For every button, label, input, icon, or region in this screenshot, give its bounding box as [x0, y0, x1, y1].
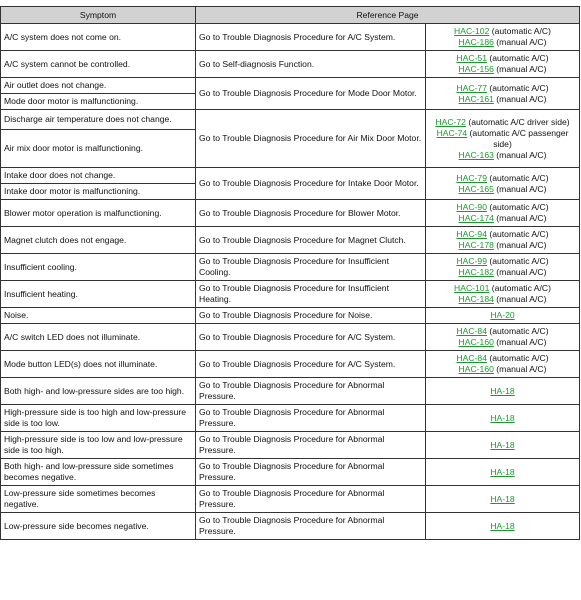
symptom-cell: Air mix door motor is malfunctioning.: [1, 130, 196, 168]
reference-entry: [429, 150, 576, 161]
reference-link[interactable]: HAC-165: [458, 183, 494, 194]
reference-note: (manual A/C): [496, 294, 547, 304]
table-row: [1, 200, 580, 227]
reference-entry: [429, 386, 576, 397]
table-row: [1, 432, 580, 459]
reference-links-cell: [426, 110, 580, 168]
reference-entry: [429, 521, 576, 532]
reference-link[interactable]: HAC-160: [458, 364, 494, 374]
procedure-cell: Go to Trouble Diagnosis Procedure for A/C System.: [196, 324, 426, 351]
reference-link[interactable]: HA-20: [490, 310, 515, 320]
reference-link[interactable]: HA-18: [490, 493, 515, 504]
reference-link[interactable]: HAC-84: [456, 353, 487, 363]
reference-entry: [429, 202, 576, 213]
procedure-cell: Go to Trouble Diagnosis Procedure for Insufficient Cooling.: [196, 254, 426, 281]
symptom-cell: A/C switch LED does not illuminate.: [1, 324, 196, 351]
reference-entry: [429, 53, 576, 64]
reference-entry: [429, 173, 576, 184]
reference-entry: [429, 213, 576, 224]
reference-entry: [429, 494, 576, 505]
table-row: [1, 459, 580, 486]
reference-entry: [429, 326, 576, 337]
reference-links-cell: [426, 168, 580, 200]
reference-entry: [429, 83, 576, 94]
reference-entry: [429, 128, 576, 150]
symptom-cell: Mode button LED(s) does not illuminate.: [1, 351, 196, 378]
reference-note: (automatic A/C driver side): [468, 116, 570, 127]
symptom-cell: Low-pressure side sometimes becomes negative.: [1, 486, 196, 513]
table-row: [1, 405, 580, 432]
reference-note: (automatic A/C): [489, 256, 549, 266]
reference-entry: [429, 240, 576, 251]
reference-note: (manual A/C): [496, 149, 547, 160]
reference-entry: [429, 37, 576, 48]
reference-note: (automatic A/C): [491, 283, 551, 293]
reference-link[interactable]: HA-18: [490, 385, 515, 396]
table-row: [1, 324, 580, 351]
reference-link[interactable]: HAC-84: [456, 326, 487, 336]
procedure-cell: Go to Self-diagnosis Function.: [196, 51, 426, 78]
reference-link[interactable]: HAC-184: [458, 294, 494, 304]
reference-link[interactable]: HA-18: [490, 466, 515, 477]
symptom-cell: Insufficient cooling.: [1, 254, 196, 281]
reference-link[interactable]: HAC-174: [458, 213, 494, 223]
symptom-cell: Both high- and low-pressure sides are too high.: [1, 378, 196, 405]
reference-link[interactable]: HAC-77: [456, 82, 487, 93]
table-row: [1, 486, 580, 513]
reference-note: (automatic A/C): [489, 353, 549, 363]
reference-entry: [429, 267, 576, 278]
symptom-cell: Magnet clutch does not engage.: [1, 227, 196, 254]
table-row: [1, 227, 580, 254]
procedure-cell: Go to Trouble Diagnosis Procedure for Abnormal Pressure.: [196, 486, 426, 513]
reference-link[interactable]: HAC-102: [454, 26, 490, 36]
table-header-row: [1, 7, 580, 24]
table-row: [1, 24, 580, 51]
procedure-cell: Go to Trouble Diagnosis Procedure for A/C System.: [196, 351, 426, 378]
reference-entry: [429, 26, 576, 37]
table-row: [1, 168, 580, 184]
reference-links-cell: [426, 200, 580, 227]
procedure-cell: Go to Trouble Diagnosis Procedure for Insufficient Heating.: [196, 281, 426, 308]
procedure-cell: Go to Trouble Diagnosis Procedure for Abnormal Pressure.: [196, 459, 426, 486]
reference-link[interactable]: HA-18: [490, 412, 515, 423]
header-reference-page: Reference Page: [196, 7, 580, 24]
symptom-cell: Intake door motor is malfunctioning.: [1, 184, 196, 200]
reference-note: (manual A/C): [496, 93, 547, 104]
table-row: [1, 378, 580, 405]
reference-links-cell: [426, 351, 580, 378]
reference-link[interactable]: HAC-160: [458, 337, 494, 347]
reference-entry: [429, 117, 576, 128]
header-symptom: Symptom: [1, 7, 196, 24]
symptom-cell: Noise.: [1, 308, 196, 324]
table-row: [1, 254, 580, 281]
reference-link[interactable]: HAC-72: [435, 116, 466, 127]
reference-note: (automatic A/C): [489, 229, 549, 239]
reference-entry: [429, 364, 576, 375]
procedure-cell: Go to Trouble Diagnosis Procedure for Air Mix Door Motor.: [196, 110, 426, 168]
reference-note: (automatic A/C): [489, 53, 549, 63]
reference-links-cell: [426, 254, 580, 281]
reference-links-cell: [426, 432, 580, 459]
reference-note: (automatic A/C): [489, 172, 549, 183]
procedure-cell: Go to Trouble Diagnosis Procedure for Mode Door Motor.: [196, 78, 426, 110]
symptom-cell: Intake door does not change.: [1, 168, 196, 184]
symptom-cell: A/C system does not come on.: [1, 24, 196, 51]
symptom-cell: Blower motor operation is malfunctioning.: [1, 200, 196, 227]
table-row: [1, 281, 580, 308]
table-row: [1, 308, 580, 324]
reference-link[interactable]: HAC-182: [458, 267, 494, 277]
reference-links-cell: [426, 281, 580, 308]
reference-link[interactable]: HAC-99: [456, 256, 487, 266]
reference-note: (automatic A/C): [489, 202, 549, 212]
symptom-cell: Mode door motor is malfunctioning.: [1, 94, 196, 110]
reference-note: (automatic A/C): [489, 82, 549, 93]
procedure-cell: Go to Trouble Diagnosis Procedure for Abnormal Pressure.: [196, 513, 426, 540]
reference-links-cell: [426, 459, 580, 486]
reference-entry: [429, 413, 576, 424]
reference-note: (automatic A/C): [491, 26, 551, 36]
reference-note: (manual A/C): [496, 240, 547, 250]
reference-links-cell: [426, 513, 580, 540]
reference-links-cell: [426, 78, 580, 110]
reference-note: (manual A/C): [496, 267, 547, 277]
reference-link[interactable]: HAC-186: [458, 37, 494, 47]
reference-link[interactable]: HAC-51: [456, 53, 487, 63]
reference-links-cell: [426, 378, 580, 405]
procedure-cell: Go to Trouble Diagnosis Procedure for Abnormal Pressure.: [196, 432, 426, 459]
symptom-cell: High-pressure side is too high and low-pressure side is too low.: [1, 405, 196, 432]
reference-links-cell: [426, 24, 580, 51]
reference-entry: [429, 353, 576, 364]
table-row: [1, 51, 580, 78]
procedure-cell: Go to Trouble Diagnosis Procedure for Abnormal Pressure.: [196, 405, 426, 432]
reference-links-cell: [426, 324, 580, 351]
reference-link[interactable]: HA-18: [490, 439, 515, 450]
reference-entry: [429, 310, 576, 321]
symptom-cell: Discharge air temperature does not change.: [1, 110, 196, 130]
reference-links-cell: [426, 227, 580, 254]
reference-entry: [429, 337, 576, 348]
procedure-cell: Go to Trouble Diagnosis Procedure for A/C System.: [196, 24, 426, 51]
symptom-cell: Both high- and low-pressure side sometimes becomes negative.: [1, 459, 196, 486]
table-row: [1, 351, 580, 378]
procedure-cell: Go to Trouble Diagnosis Procedure for Blower Motor.: [196, 200, 426, 227]
reference-link[interactable]: HAC-161: [458, 93, 494, 104]
reference-entry: [429, 440, 576, 451]
reference-note: (manual A/C): [496, 64, 547, 74]
reference-entry: [429, 94, 576, 105]
reference-link[interactable]: HAC-94: [456, 229, 487, 239]
symptom-cell: Air outlet does not change.: [1, 78, 196, 94]
symptom-cell: High-pressure side is too low and low-pressure side is too high.: [1, 432, 196, 459]
reference-links-cell: [426, 486, 580, 513]
reference-link[interactable]: HAC-101: [454, 283, 490, 293]
reference-note: (manual A/C): [496, 337, 547, 347]
procedure-cell: Go to Trouble Diagnosis Procedure for Magnet Clutch.: [196, 227, 426, 254]
reference-note: (manual A/C): [496, 364, 547, 374]
reference-links-cell: [426, 51, 580, 78]
symptom-table: [0, 6, 580, 540]
reference-entry: [429, 283, 576, 294]
symptom-cell: Low-pressure side becomes negative.: [1, 513, 196, 540]
symptom-cell: Insufficient heating.: [1, 281, 196, 308]
table-row: [1, 110, 580, 130]
reference-entry: [429, 229, 576, 240]
reference-entry: [429, 64, 576, 75]
reference-note: (manual A/C): [496, 213, 547, 223]
reference-link[interactable]: HAC-79: [456, 172, 487, 183]
table-row: [1, 513, 580, 540]
reference-entry: [429, 294, 576, 305]
procedure-cell: Go to Trouble Diagnosis Procedure for Intake Door Motor.: [196, 168, 426, 200]
reference-link[interactable]: HAC-90: [456, 202, 487, 212]
reference-entry: [429, 467, 576, 478]
procedure-cell: Go to Trouble Diagnosis Procedure for Noise.: [196, 308, 426, 324]
reference-links-cell: [426, 308, 580, 324]
reference-link[interactable]: HAC-156: [458, 64, 494, 74]
reference-entry: [429, 184, 576, 195]
reference-link[interactable]: HA-18: [490, 520, 515, 531]
table-row: [1, 78, 580, 94]
reference-links-cell: [426, 405, 580, 432]
reference-note: (automatic A/C): [489, 326, 549, 336]
reference-link[interactable]: HAC-178: [458, 240, 494, 250]
symptom-cell: A/C system cannot be controlled.: [1, 51, 196, 78]
reference-note: (automatic A/C passenger side): [469, 127, 569, 149]
reference-link[interactable]: HAC-74: [436, 127, 468, 138]
reference-note: (manual A/C): [496, 37, 547, 47]
procedure-cell: Go to Trouble Diagnosis Procedure for Abnormal Pressure.: [196, 378, 426, 405]
reference-entry: [429, 256, 576, 267]
reference-link[interactable]: HAC-163: [458, 149, 494, 160]
reference-note: (manual A/C): [496, 183, 547, 194]
